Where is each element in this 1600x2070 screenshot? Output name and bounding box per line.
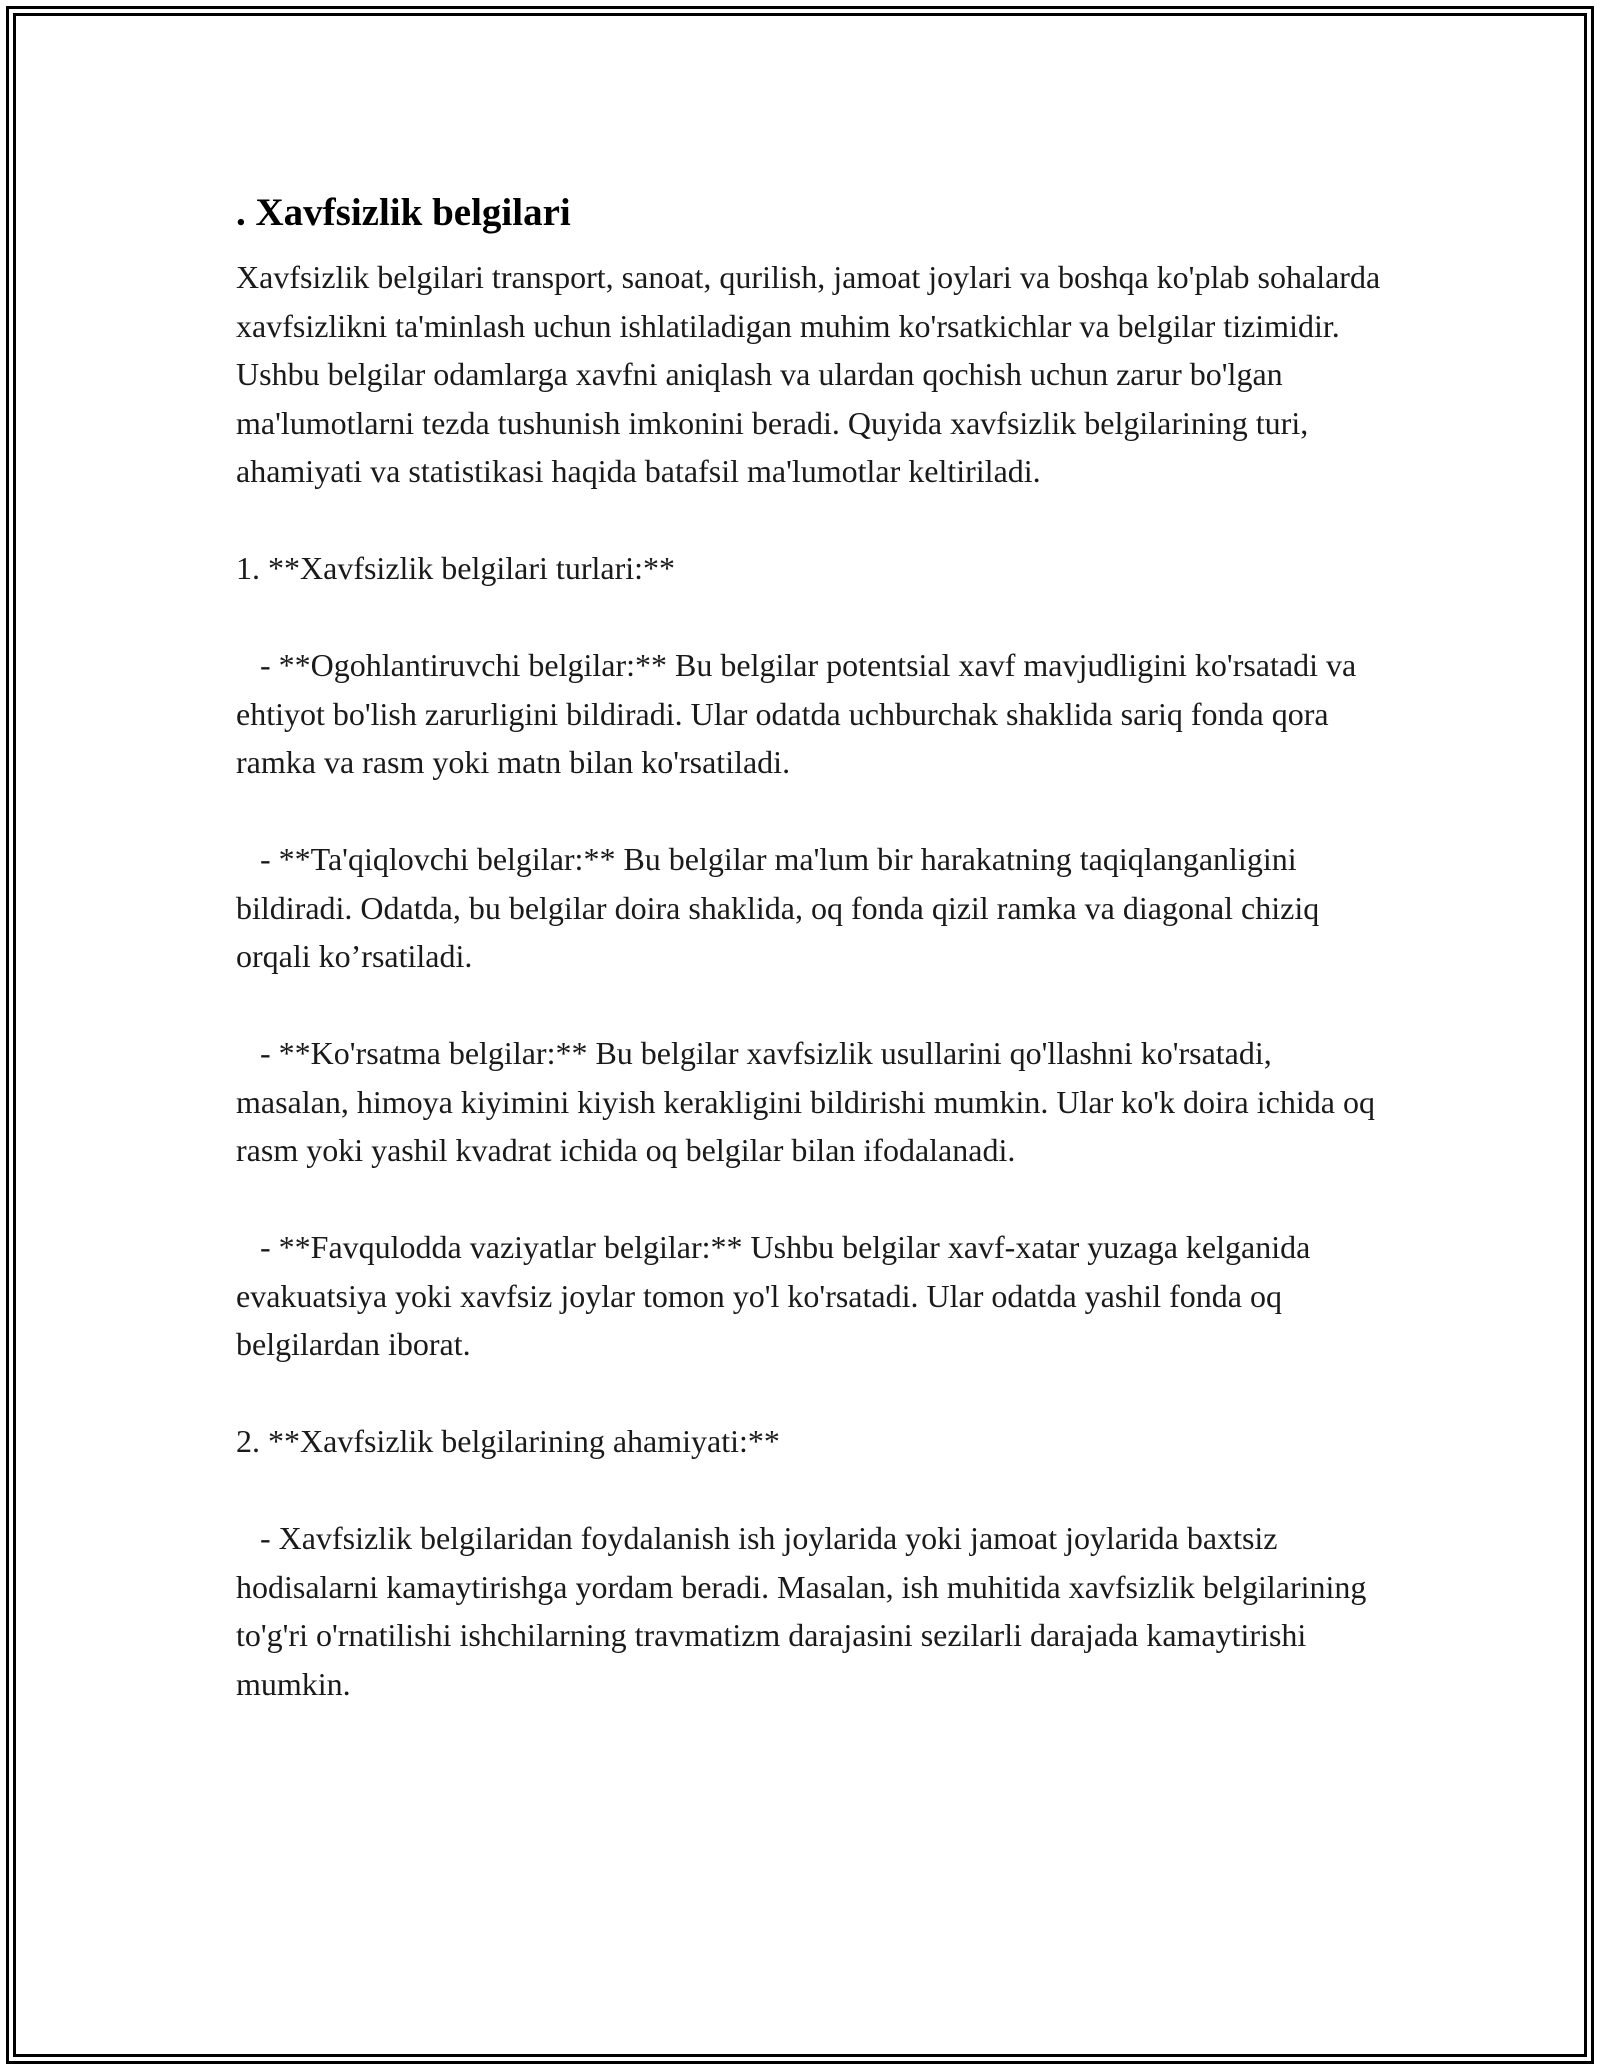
list-item-mandatory-signs: - **Ko'rsatma belgilar:** Bu belgilar xavfsizlik usullarini qo'llashni ko'rsatadi, masalan, himoya kiyimini kiyish kerakligini bildirishi mumkin. Ular ko'k doira ichida oq rasm yoki yashil kvadrat ichida oq belgilar bilan ifodalanadi. [236,1035,1383,1168]
list-item-emergency-signs: - **Favqulodda vaziyatlar belgilar:** Ushbu belgilar xavf-xatar yuzaga kelganida evakuatsiya yoki xavfsiz joylar tomon yo'l ko'rsatadi. Ular odatda yashil fonda oq belgilardan iborat. [236,1229,1319,1362]
document-title: . Xavfsizlik belgilari [236,191,571,234]
intro-paragraph: Xavfsizlik belgilari transport, sanoat, qurilish, jamoat joylari va boshqa ko'plab sohalarda xavfsizlikni ta'minlash uchun ishlatiladigan muhim ko'rsatkichlar va belgilar tizimidir. Ushbu belgilar odamlarga xavfni aniqlash va ulardan qochish uchun zarur bo'lgan ma'lumotlarni tezda tushunish imkonini beradi. Quyida xavfsizlik belgilarining turi, ahamiyati va statistikasi haqida batafsil ma'lumotlar keltiriladi. [236,259,1389,489]
section-heading-importance: 2. **Xavfsizlik belgilarining ahamiyati:** [236,1423,780,1459]
list-item-importance: - Xavfsizlik belgilaridan foydalanish ish joylarida yoki jamoat joylarida baxtsiz hodisalarni kamaytirishga yordam beradi. Masalan, ish muhitida xavfsizlik belgilarining to'g'ri o'rnatilishi ishchilarning travmatizm darajasini sezilarli darajada kamaytirishi mumkin. [236,1520,1375,1702]
document-body [236,185,1389,1708]
list-item-warning-signs: - **Ogohlantiruvchi belgilar:** Bu belgilar potentsial xavf mavjudligini ko'rsatadi va ehtiyot bo'lish zarurligini bildiradi. Ular odatda uchburchak shaklida sariq fonda qora ramka va rasm yoki matn bilan ko'rsatiladi. [236,647,1365,780]
list-item-prohibition-signs: - **Ta'qiqlovchi belgilar:** Bu belgilar ma'lum bir harakatning taqiqlanganligini bildiradi. Odatda, bu belgilar doira shaklida, oq fonda qizil ramka va diagonal chiziq orqali ko’rsatiladi. [236,841,1328,974]
section-heading-types: 1. **Xavfsizlik belgilari turlari:** [236,550,675,586]
